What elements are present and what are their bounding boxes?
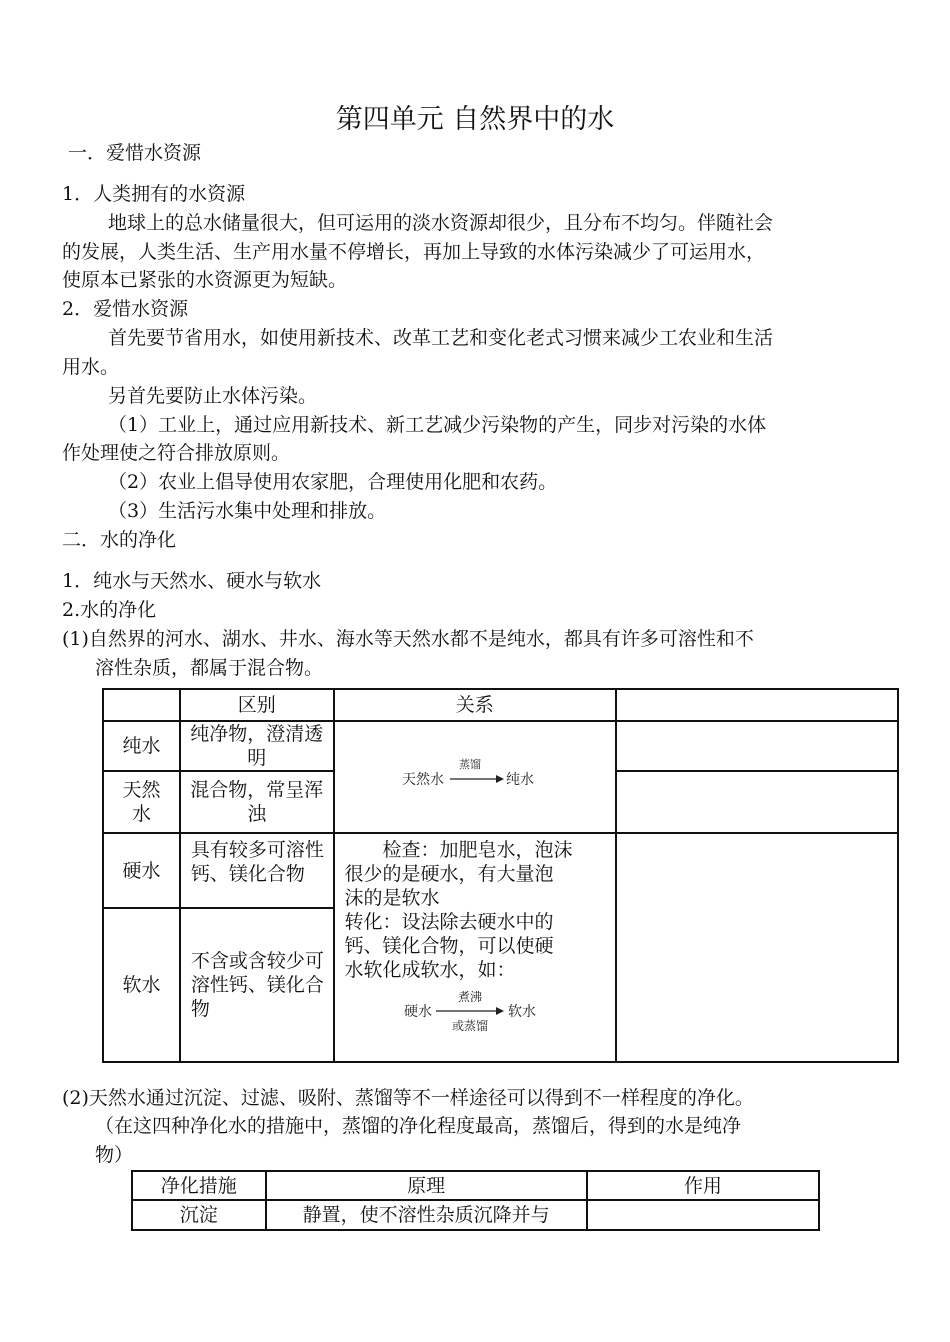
principle-cell: 静置，使不溶性杂质沉降并与 (266, 1200, 587, 1230)
subheading-purification: 2.水的净化 (62, 599, 157, 621)
distillation-arrow-icon (400, 754, 550, 794)
header-principle: 原理 (266, 1171, 587, 1200)
relation-to: 纯水 (505, 772, 534, 788)
relation-text-line: 检查：加肥皂水，泡沫 (382, 839, 573, 861)
row-difference: 具有较多可溶性钙、镁化合物 (180, 833, 334, 908)
row-name: 天然水 (103, 771, 180, 833)
subheading-water-resources: 1．人类拥有的水资源 (62, 183, 246, 205)
subheading-pure-water: 1．纯水与天然水、硬水与软水 (62, 570, 322, 592)
section-heading-2: 二．水的净化 (62, 529, 177, 551)
paragraph-line: （1）工业上，通过应用新技术、新工艺减少污染物的产生，同步对污染的水体 (108, 414, 767, 436)
paragraph-line: (1)自然界的河水、湖水、井水、海水等天然水都不是纯水，都具有许多可溶性和不 (62, 628, 754, 650)
relation-to: 软水 (507, 1004, 536, 1020)
subheading-protect-water: 2．爱惜水资源 (62, 298, 189, 320)
row-difference: 混合物，常呈浑浊 (180, 771, 334, 833)
paragraph-line: 溶性杂质，都属于混合物。 (95, 657, 324, 679)
relation-text-line: 沫的是软水 (344, 887, 440, 909)
relation-from: 硬水 (403, 1004, 432, 1020)
paragraph-line: 地球上的总水储量很大，但可运用的淡水资源却很少，且分布不均匀。伴随社会 (108, 212, 774, 234)
relation-above: 煮沸 (457, 990, 482, 1004)
row-difference: 纯净物，澄清透明 (180, 721, 334, 771)
paragraph-line: 的发展，人类生活、生产用水量不停增长，再加上导致的水体污染减少了可运用水， (62, 241, 766, 263)
page-title: 第四单元 自然界中的水 (335, 104, 615, 135)
method-cell: 沉淀 (132, 1200, 266, 1230)
paragraph-line: (2)天然水通过沉淀、过滤、吸附、蒸馏等不一样途径可以得到不一样程度的净化。 (62, 1087, 754, 1109)
row-difference: 不含或含较少可溶性钙、镁化合物 (180, 908, 334, 1062)
header-relation: 关系 (334, 689, 617, 721)
relation-natural-to-pure (334, 721, 617, 833)
effect-cell (587, 1200, 819, 1230)
header-method: 净化措施 (132, 1171, 266, 1200)
row-name: 软水 (103, 908, 180, 1062)
relation-text-line: 转化：设法除去硬水中的 (344, 911, 554, 933)
relation-text-line: 钙、镁化合物，可以使硬 (344, 935, 554, 957)
row-name: 纯水 (103, 721, 180, 771)
header-effect: 作用 (587, 1171, 819, 1200)
section-heading-1: 一．爱惜水资源 (68, 142, 202, 164)
paragraph-line: 作处理使之符合排放原则。 (62, 442, 291, 464)
relation-text-line: 水软化成软水，如： (344, 959, 516, 981)
paragraph-line: 另首先要防止水体污染。 (108, 385, 318, 407)
paragraph-line: （在这四种净化水的措施中，蒸馏的净化程度最高，蒸馏后，得到的水是纯净 (95, 1115, 742, 1137)
water-comparison-table (102, 688, 899, 1063)
paragraph-line: （2）农业上倡导使用农家肥，合理使用化肥和农药。 (108, 471, 558, 493)
header-difference: 区别 (180, 689, 334, 721)
paragraph-line: 物） (95, 1144, 134, 1166)
relation-above: 蒸馏 (458, 758, 481, 771)
relation-below: 或蒸馏 (451, 1019, 488, 1033)
relation-text-line: 很少的是硬水，有大量泡 (344, 863, 554, 885)
relation-hard-soft (334, 833, 617, 1062)
paragraph-line: （3）生活污水集中处理和排放。 (108, 500, 387, 522)
relation-from: 天然水 (401, 772, 444, 788)
row-name: 硬水 (103, 833, 180, 908)
paragraph-line: 首先要节省用水，如使用新技术、改革工艺和变化老式习惯来减少工农业和生活 (108, 327, 774, 349)
paragraph-line: 使原本已紧张的水资源更为短缺。 (62, 269, 348, 291)
purification-methods-table (131, 1170, 820, 1231)
softening-arrow-icon (402, 988, 552, 1038)
paragraph-line: 用水。 (62, 356, 120, 378)
